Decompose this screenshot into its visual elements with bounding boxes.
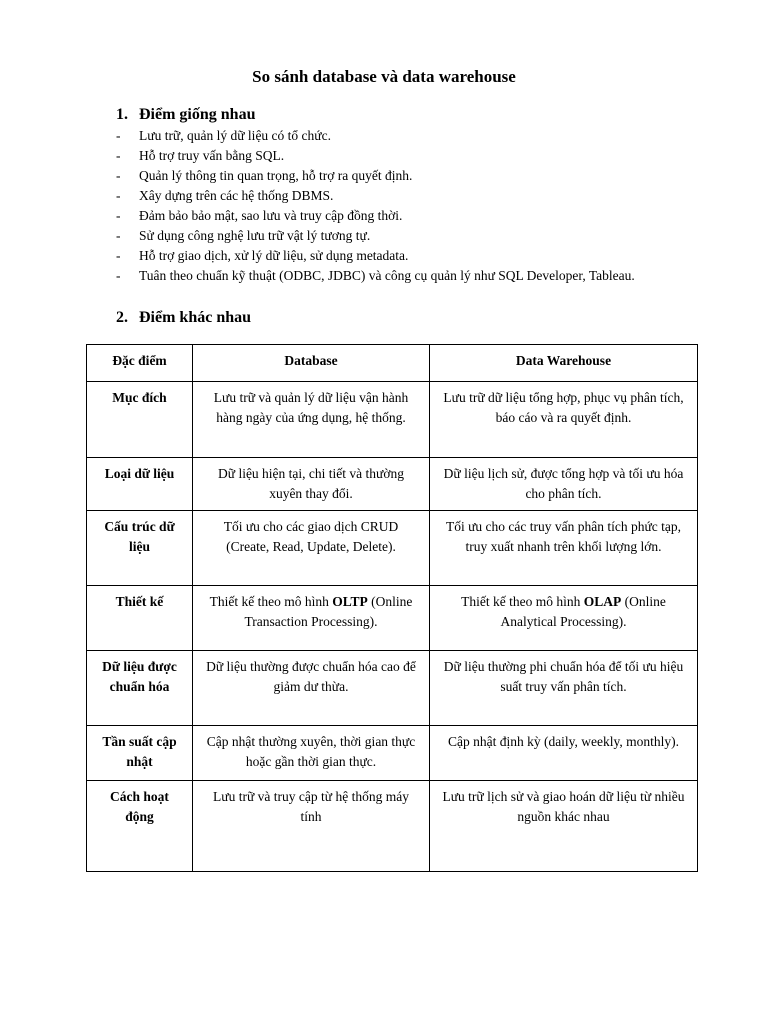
database-cell: Lưu trữ và truy cập từ hệ thống máy tính — [193, 781, 430, 872]
section-number: 2. — [116, 309, 128, 326]
warehouse-cell: Cập nhật định kỳ (daily, weekly, monthly). — [430, 726, 698, 781]
section-heading-differences — [116, 308, 251, 328]
database-cell: Cập nhật thường xuyên, thời gian thực hoặc gần thời gian thực. — [193, 726, 430, 781]
table-row — [87, 726, 698, 781]
database-cell: Dữ liệu thường được chuẩn hóa cao để giảm dư thừa. — [193, 651, 430, 726]
table-row — [87, 586, 698, 651]
olap-term: OLAP — [583, 594, 622, 609]
feature-cell: Mục đích — [87, 382, 193, 458]
column-header-database: Database — [193, 345, 430, 382]
document-title: So sánh database và data warehouse — [252, 67, 516, 86]
list-item: - Hỗ trợ giao dịch, xử lý dữ liệu, sử dụng metadata. — [116, 248, 409, 263]
section-heading-text: Điểm khác nhau — [139, 309, 252, 326]
warehouse-cell: Tối ưu cho các truy vấn phân tích phức tạp, truy xuất nhanh trên khối lượng lớn. — [430, 511, 698, 586]
warehouse-cell: Lưu trữ dữ liệu tổng hợp, phục vụ phân tích, báo cáo và ra quyết định. — [430, 382, 698, 458]
database-cell: Lưu trữ và quản lý dữ liệu vận hành hàng ngày của ứng dụng, hệ thống. — [193, 382, 430, 458]
feature-cell: Cấu trúc dữ liệu — [87, 511, 193, 586]
warehouse-cell: Thiết kế theo mô hình OLAP (Online Analytical Processing). — [430, 586, 698, 651]
list-item: - Xây dựng trên các hệ thống DBMS. — [116, 188, 334, 203]
list-item: - Sử dụng công nghệ lưu trữ vật lý tương tự. — [116, 228, 371, 243]
similarities-list — [116, 126, 676, 286]
comparison-table — [86, 344, 698, 872]
list-item: - Đảm bảo bảo mật, sao lưu và truy cập đồng thời. — [116, 208, 403, 223]
database-cell: Tối ưu cho các giao dịch CRUD (Create, Read, Update, Delete). — [193, 511, 430, 586]
table-row — [87, 651, 698, 726]
table-row — [87, 781, 698, 872]
warehouse-cell: Lưu trữ lịch sử và giao hoán dữ liệu từ nhiều nguồn khác nhau — [430, 781, 698, 872]
list-item: - Tuân theo chuẩn kỹ thuật (ODBC, JDBC) và công cụ quản lý như SQL Developer, Tableau. — [116, 268, 635, 283]
feature-cell: Cách hoạt động — [87, 781, 193, 872]
section-heading-similarities — [116, 105, 255, 125]
feature-cell: Tần suất cập nhật — [87, 726, 193, 781]
table-row — [87, 382, 698, 458]
warehouse-cell: Dữ liệu lịch sử, được tổng hợp và tối ưu hóa cho phân tích. — [430, 458, 698, 511]
database-cell: Dữ liệu hiện tại, chi tiết và thường xuyên thay đổi. — [193, 458, 430, 511]
list-item: - Lưu trữ, quản lý dữ liệu có tổ chức. — [116, 128, 331, 143]
table-row — [87, 458, 698, 511]
table-row — [87, 511, 698, 586]
table-header-row — [87, 345, 698, 382]
section-number: 1. — [116, 106, 128, 123]
section-heading-text: Điểm giống nhau — [139, 106, 256, 123]
column-header-data-warehouse: Data Warehouse — [430, 345, 698, 382]
feature-cell: Dữ liệu được chuẩn hóa — [87, 651, 193, 726]
oltp-term: OLTP — [332, 594, 368, 609]
list-item: - Hỗ trợ truy vấn bằng SQL. — [116, 148, 285, 163]
feature-cell: Thiết kế — [87, 586, 193, 651]
list-item: - Quản lý thông tin quan trọng, hỗ trợ ra quyết định. — [116, 168, 413, 183]
warehouse-cell: Dữ liệu thường phi chuẩn hóa để tối ưu hiệu suất truy vấn phân tích. — [430, 651, 698, 726]
database-cell: Thiết kế theo mô hình OLTP (Online Transaction Processing). — [193, 586, 430, 651]
feature-cell: Loại dữ liệu — [87, 458, 193, 511]
column-header-feature: Đặc điểm — [87, 345, 193, 382]
